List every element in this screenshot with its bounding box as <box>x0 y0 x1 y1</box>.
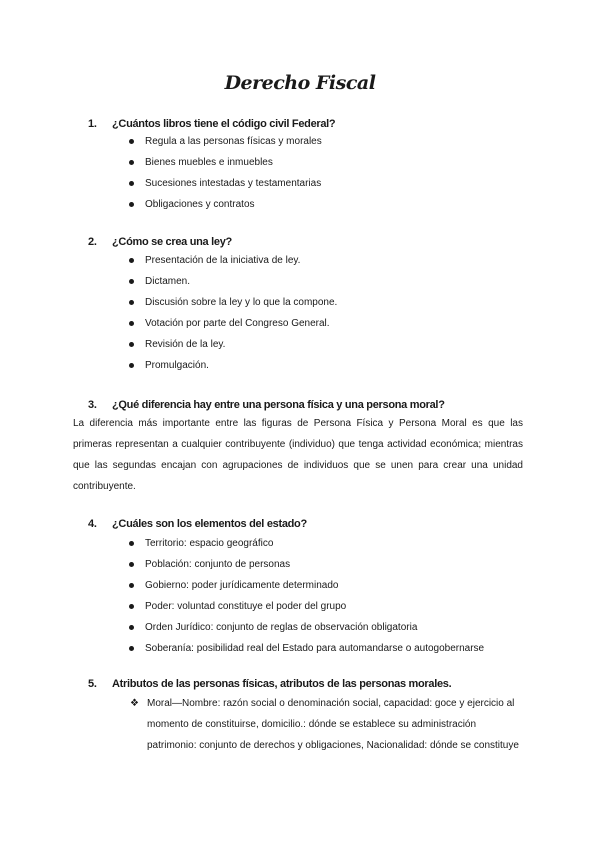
list-item: Bienes muebles e inmuebles <box>128 152 322 173</box>
question-1-text: ¿Cuántos libros tiene el código civil Federal? <box>112 118 336 130</box>
list-item: Poder: voluntad constituye el poder del grupo <box>128 596 484 617</box>
question-3 <box>88 399 445 411</box>
question-1 <box>88 118 335 130</box>
list-item: Promulgación. <box>128 355 337 376</box>
question-4-number: 4. <box>88 518 97 530</box>
question-5-text: Atributos de las personas físicas, atributos de las personas morales. <box>112 678 452 690</box>
question-5-item-text: Moral—Nombre: razón social o denominación social, capacidad: goce y ejercicio al momento de constituirse, domicilio.: dónde se establece su administración patrimonio: conjunto de derechos y obligaciones, Nacionalidad: dónde se constituye <box>147 698 519 751</box>
question-5 <box>88 678 451 690</box>
list-item: Regula a las personas físicas y morales <box>128 131 322 152</box>
question-2-text: ¿Cómo se crea una ley? <box>112 236 232 248</box>
list-item: Gobierno: poder jurídicamente determinado <box>128 575 484 596</box>
list-item: Obligaciones y contratos <box>128 194 322 215</box>
question-1-number: 1. <box>88 118 97 130</box>
list-item: Soberanía: posibilidad real del Estado para automandarse o autogobernarse <box>128 638 484 659</box>
question-4-list <box>128 533 484 659</box>
diamond-bullet-icon: ❖ <box>130 698 139 709</box>
question-3-answer: La diferencia más importante entre las figuras de Persona Física y Persona Moral es que las primeras representan a cualquier contribuyente (individuo) que tenga actividad económica; mientras que las segundas encajan con agrupaciones de individuos que se unen para crear una unidad contribuyente. <box>73 418 523 492</box>
list-item: Territorio: espacio geográfico <box>128 533 484 554</box>
list-item: Presentación de la iniciativa de ley. <box>128 250 337 271</box>
question-5-number: 5. <box>88 678 97 690</box>
question-1-list <box>128 131 322 215</box>
question-4-text: ¿Cuáles son los elementos del estado? <box>112 518 307 530</box>
question-2 <box>88 236 232 248</box>
question-2-list <box>128 250 337 376</box>
document-title: Derecho Fiscal <box>224 72 376 94</box>
question-3-number: 3. <box>88 399 97 411</box>
list-item: Sucesiones intestadas y testamentarias <box>128 173 322 194</box>
list-item: Dictamen. <box>128 271 337 292</box>
list-item: Discusión sobre la ley y lo que la compone. <box>128 292 337 313</box>
list-item: Orden Jurídico: conjunto de reglas de observación obligatoria <box>128 617 484 638</box>
question-4 <box>88 518 307 530</box>
list-item: Población: conjunto de personas <box>128 554 484 575</box>
question-2-number: 2. <box>88 236 97 248</box>
list-item: Revisión de la ley. <box>128 334 337 355</box>
question-5-item <box>130 693 520 756</box>
list-item: Votación por parte del Congreso General. <box>128 313 337 334</box>
question-3-text: ¿Qué diferencia hay entre una persona física y una persona moral? <box>112 399 445 411</box>
